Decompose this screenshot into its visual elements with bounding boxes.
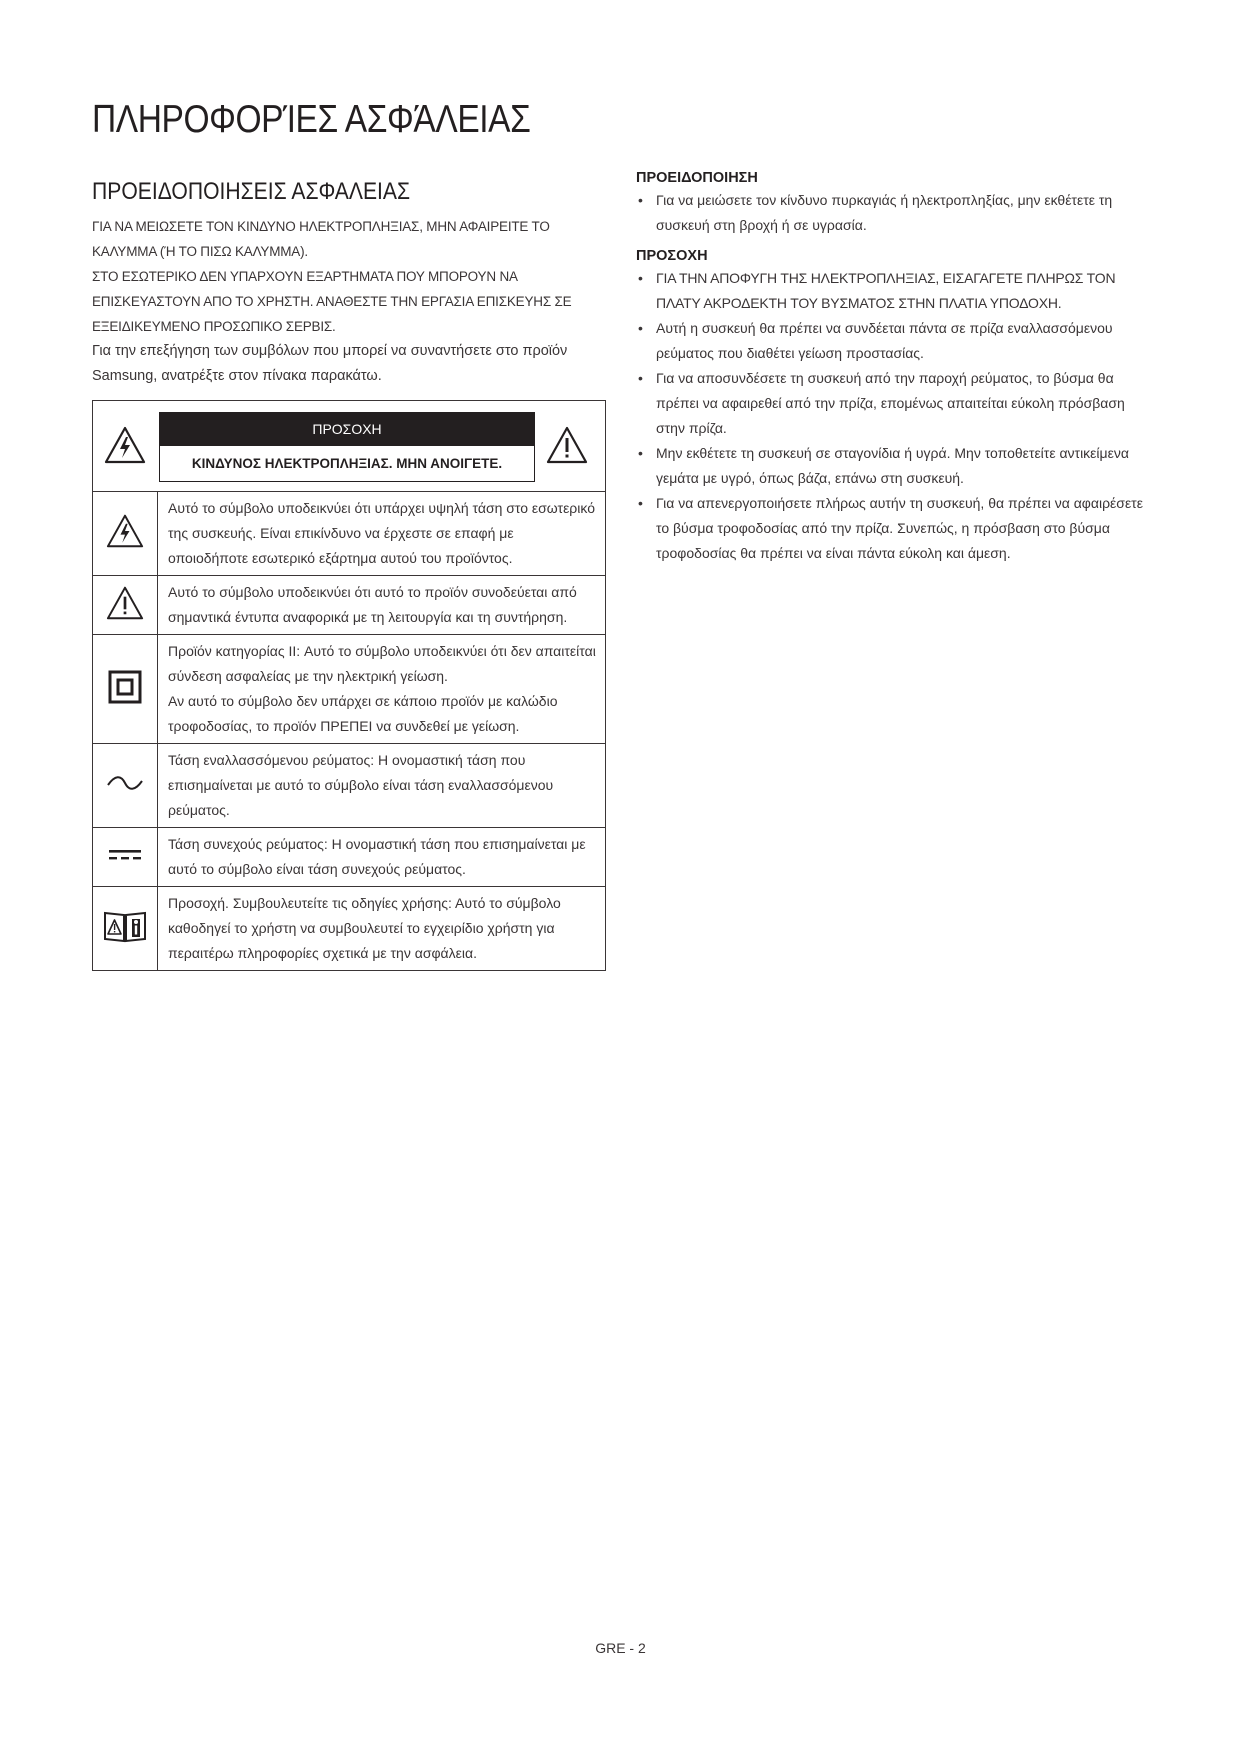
- ac-voltage-icon: [105, 780, 145, 797]
- section-heading: ΠΡΟΕΙΔΟΠΟΙΗΣΕΙΣ ΑΣΦΑΛΕΙΑΣ: [92, 178, 411, 205]
- table-row: [93, 828, 606, 887]
- warning-heading: ΠΡΟΕΙΔΟΠΟΙΗΣΗ: [636, 170, 758, 186]
- consult-instructions-icon: [103, 930, 147, 947]
- symbol-description: Τάση συνεχούς ρεύματος: Η ονομαστική τάση που επισημαίνεται με αυτό το σύμβολο είναι τάση συνεχούς ρεύματος.: [158, 828, 606, 887]
- caution-heading: ΠΡΟΣΟΧΗ: [636, 248, 708, 264]
- caution-list: [636, 266, 1156, 566]
- warning-paragraph-service: ΣΤΟ ΕΣΩΤΕΡΙΚΟ ΔΕΝ ΥΠΑΡΧΟΥΝ ΕΞΑΡΤΗΜΑΤΑ ΠΟΥ ΜΠΟΡΟΥΝ ΝΑ ΕΠΙΣΚΕΥΑΣΤΟΥΝ ΑΠΟ ΤΟ ΧΡΗΣΤΗ. ΑΝΑΘΕΣΤΕ ΤΗΝ ΕΡΓΑΣΙΑ ΕΠΙΣΚΕΥΗΣ ΣΕ ΕΞΕΙΔΙΚΕΥΜΕΝΟ ΠΡΟΣΩΠΙΚΟ ΣΕΡΒΙΣ.: [92, 269, 572, 334]
- safety-warnings-section: [92, 178, 610, 389]
- warning-list: [636, 188, 1156, 238]
- symbol-description-line: Αν αυτό το σύμβολο δεν υπάρχει σε κάποιο προϊόν με καλώδιο τροφοδοσίας, το προϊόν ΠΡΕΠΕΙ να συνδεθεί με γείωση.: [168, 693, 558, 734]
- list-item: • ΓΙΑ ΤΗΝ ΑΠΟΦΥΓΗ ΤΗΣ ΗΛΕΚΤΡΟΠΛΗΞΙΑΣ, ΕΙΣΑΓΑΓΕΤΕ ΠΛΗΡΩΣ ΤΟΝ ΠΛΑΤΥ ΑΚΡΟΔΕΚΤΗ ΤΟΥ ΒΥΣΜΑΤΟΣ ΣΤΗΝ ΠΛΑΤΙΑ ΥΠΟΔΟΧΗ.: [636, 266, 1156, 316]
- lightning-warning-icon: [105, 536, 145, 553]
- warning-paragraph-cover: ΓΙΑ ΝΑ ΜΕΙΩΣΕΤΕ ΤΟΝ ΚΙΝΔΥΝΟ ΗΛΕΚΤΡΟΠΛΗΞΙΑΣ, ΜΗΝ ΑΦΑΙΡΕΙΤΕ ΤΟ ΚΑΛΥΜΜΑ (Ή ΤΟ ΠΙΣΩ ΚΑΛΥΜΜΑ).: [92, 219, 550, 259]
- symbol-description: Τάση εναλλασσόμενου ρεύματος: Η ονομαστική τάση που επισημαίνεται με αυτό το σύμβολο είναι τάση εναλλασσόμενου ρεύματος.: [158, 744, 606, 828]
- symbol-description: Αυτό το σύμβολο υποδεικνύει ότι υπάρχει υψηλή τάση στο εσωτερικό της συσκευής. Είναι επικίνδυνο να έρχεστε σε επαφή με οποιοδήποτε εσωτερικό εξάρτημα αυτού του προϊόντος.: [158, 492, 606, 576]
- table-row: [93, 635, 606, 744]
- lightning-warning-icon: [103, 425, 147, 470]
- symbol-description: Αυτό το σύμβολο υποδεικνύει ότι αυτό το προϊόν συνοδεύεται από σημαντικά έντυπα αναφορικά με τη λειτουργία και τη συντήρηση.: [158, 576, 606, 635]
- exclamation-warning-icon: [105, 608, 145, 625]
- list-item: • Για να αποσυνδέσετε τη συσκευή από την παροχή ρεύματος, το βύσμα θα πρέπει να αφαιρεθεί από την πρίζα, επομένως απαιτείται εύκολη πρόσβαση στην πρίζα.: [636, 366, 1156, 441]
- list-item: • Μην εκθέτετε τη συσκευή σε σταγονίδια ή υγρά. Μην τοποθετείτε αντικείμενα γεμάτα με υγρό, όπως βάζα, επάνω στη συσκευή.: [636, 441, 1156, 491]
- list-item: • Για να απενεργοποιήσετε πλήρως αυτήν τη συσκευή, θα πρέπει να αφαιρέσετε το βύσμα τροφοδοσίας από την πρίζα. Συνεπώς, η πρόσβαση στο βύσμα τροφοδοσίας θα πρέπει να είναι πάντα εύκολη και άμεση.: [636, 491, 1156, 566]
- symbols-table: [92, 400, 606, 971]
- caution-label-title: ΠΡΟΣΟΧΗ: [160, 413, 534, 446]
- caution-label-subtitle: ΚΙΝΔΥΝΟΣ ΗΛΕΚΤΡΟΠΛΗΞΙΑΣ. ΜΗΝ ΑΝΟΙΓΕΤΕ.: [191, 456, 503, 471]
- list-item: • Για να μειώσετε τον κίνδυνο πυρκαγιάς ή ηλεκτροπληξίας, μην εκθέτετε τη συσκευή στη βροχή ή σε υγρασία.: [636, 188, 1156, 238]
- class-ii-double-square-icon: [108, 691, 142, 708]
- table-row: [93, 576, 606, 635]
- dc-voltage-icon: [105, 851, 145, 868]
- exclamation-warning-icon: [545, 425, 589, 470]
- caution-label-box: [159, 412, 535, 482]
- table-row: [93, 744, 606, 828]
- page-title: ΠΛΗΡΟΦΟΡΊΕΣ ΑΣΦΆΛΕΙΑΣ: [92, 98, 531, 141]
- table-row: [93, 492, 606, 576]
- page-number: GRE - 2: [595, 1640, 646, 1656]
- list-item: • Αυτή η συσκευή θα πρέπει να συνδέεται πάντα σε πρίζα εναλλασσόμενου ρεύματος που διαθέτει γείωση προστασίας.: [636, 316, 1156, 366]
- symbol-description-line: Προϊόν κατηγορίας II: Αυτό το σύμβολο υποδεικνύει ότι δεν απαιτείται σύνδεση ασφαλείας με την ηλεκτρική γείωση.: [168, 643, 596, 684]
- table-row: [93, 887, 606, 971]
- right-column: [636, 170, 1156, 576]
- symbol-description: Προσοχή. Συμβουλευτείτε τις οδηγίες χρήσης: Αυτό το σύμβολο καθοδηγεί το χρήστη να συμβουλευτεί το εγχειρίδιο χρήστη για περαιτέρω πληροφορίες σχετικά με την ασφάλεια.: [158, 887, 606, 971]
- table-header-row: [93, 401, 606, 492]
- symbol-description: [158, 635, 606, 744]
- warning-paragraph-symbols: Για την επεξήγηση των συμβόλων που μπορεί να συναντήσετε στο προϊόν Samsung, ανατρέξτε στον πίνακα παρακάτω.: [92, 343, 568, 384]
